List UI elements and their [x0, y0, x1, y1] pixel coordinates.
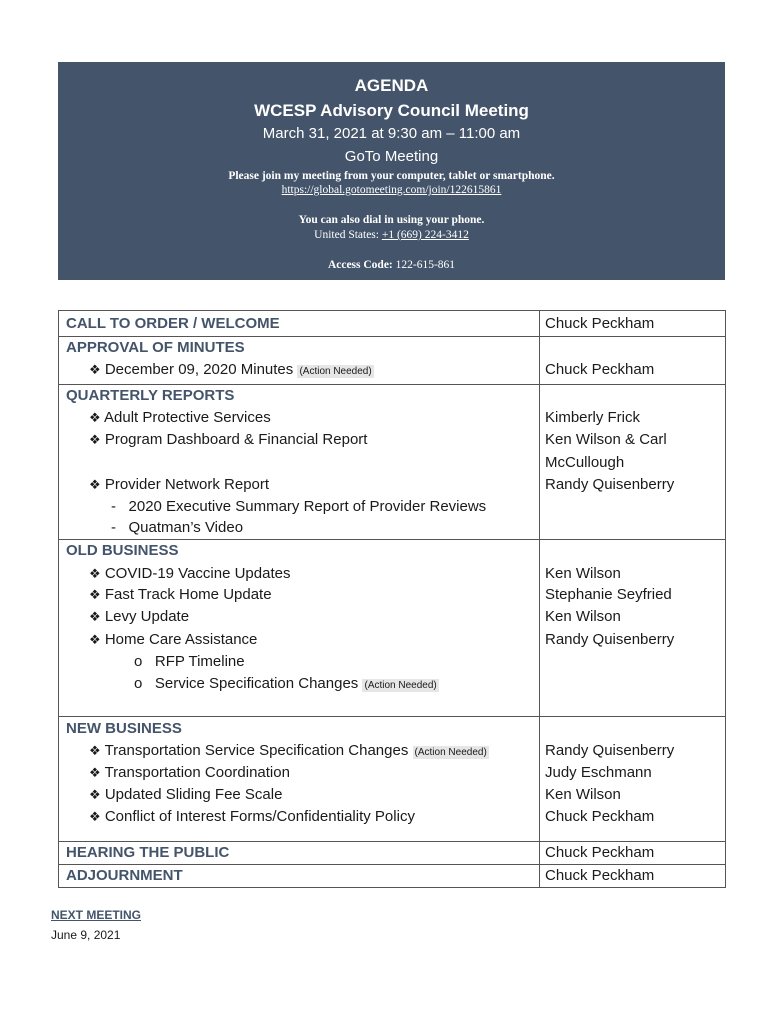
presenter-name: Ken Wilson & Carl: [545, 431, 667, 448]
item-label: COVID-19 Vaccine Updates: [104, 565, 291, 582]
presenter-name: Ken Wilson: [545, 565, 621, 582]
agenda-item: [89, 742, 489, 762]
row-divider: [59, 384, 725, 385]
diamond-bullet-icon: ❖: [89, 566, 101, 581]
item-label: 2020 Executive Summary Report of Provider Reviews: [128, 498, 487, 515]
item-label: Home Care Assistance: [104, 631, 258, 648]
presenter-name: Chuck Peckham: [545, 844, 655, 861]
dash-bullet-icon: -: [111, 519, 116, 536]
diamond-bullet-icon: ❖: [89, 632, 101, 647]
call-to-order-heading: CALL TO ORDER / WELCOME: [66, 315, 280, 332]
presenter-name: Randy Quisenberry: [545, 631, 675, 648]
diamond-bullet-icon: ❖: [89, 410, 101, 425]
dial-line: [58, 229, 725, 241]
diamond-bullet-icon: ❖: [89, 765, 101, 780]
presenter-name: Chuck Peckham: [545, 867, 655, 884]
row-divider: [59, 841, 725, 842]
item-label: Fast Track Home Update: [104, 586, 272, 603]
item-label: Service Specification Changes: [154, 675, 359, 692]
diamond-bullet-icon: ❖: [89, 787, 101, 802]
presenter-name: Stephanie Seyfried: [545, 586, 672, 603]
agenda-item: [89, 764, 290, 782]
quarterly-heading: QUARTERLY REPORTS: [66, 387, 235, 404]
sub-item: [134, 675, 439, 695]
diamond-bullet-icon: ❖: [89, 809, 101, 824]
diamond-bullet-icon: ❖: [89, 432, 101, 447]
item-label: Adult Protective Services: [104, 409, 271, 426]
agenda-title: AGENDA: [354, 76, 429, 95]
action-needed-tag: (Action Needed): [364, 680, 437, 691]
agenda-item: [89, 361, 374, 381]
agenda-item: [89, 608, 189, 626]
item-label: RFP Timeline: [154, 653, 245, 670]
column-divider: [539, 311, 540, 887]
next-meeting-date: June 9, 2021: [51, 928, 121, 942]
access-code: 122-615-861: [395, 259, 456, 271]
meeting-date: March 31, 2021 at 9:30 am – 11:00 am: [262, 125, 521, 142]
item-label: Transportation Coordination: [104, 764, 290, 781]
approval-heading: APPROVAL OF MINUTES: [66, 339, 245, 356]
sub-item: [134, 653, 245, 671]
item-label: Transportation Service Specification Changes: [104, 742, 409, 759]
meeting-name: WCESP Advisory Council Meeting: [254, 101, 529, 120]
presenter-name: Randy Quisenberry: [545, 476, 675, 493]
presenter-name: Chuck Peckham: [545, 315, 655, 332]
access-code-label: Access Code:: [327, 259, 396, 271]
row-divider: [59, 539, 725, 540]
next-meeting-label: NEXT MEETING: [51, 908, 142, 922]
agenda-item: [89, 476, 269, 494]
agenda-item: [89, 409, 271, 427]
agenda-table: [58, 310, 726, 888]
action-needed-tag: (Action Needed): [299, 366, 372, 377]
circle-bullet-icon: o: [134, 653, 143, 670]
presenter-name: Kimberly Frick: [545, 409, 641, 426]
sub-item: [111, 519, 243, 537]
row-divider: [59, 716, 725, 717]
meeting-platform: GoTo Meeting: [344, 148, 439, 165]
action-needed-tag: (Action Needed): [414, 747, 487, 758]
diamond-bullet-icon: ❖: [89, 477, 101, 492]
item-label: Conflict of Interest Forms/Confidentiality Policy: [104, 808, 415, 825]
dial-country: United States:: [314, 229, 382, 241]
presenter-name: Randy Quisenberry: [545, 742, 675, 759]
presenter-name: Ken Wilson: [545, 608, 621, 625]
agenda-item: [89, 786, 282, 804]
circle-bullet-icon: o: [134, 675, 143, 692]
access-code-line: [58, 259, 725, 271]
diamond-bullet-icon: ❖: [89, 743, 101, 758]
presenter-name: McCullough: [545, 454, 625, 471]
agenda-header: [58, 62, 725, 280]
hearing-heading: HEARING THE PUBLIC: [66, 844, 230, 861]
agenda-item: [89, 586, 272, 604]
row-divider: [59, 336, 725, 337]
presenter-name: Chuck Peckham: [545, 808, 655, 825]
item-label: Updated Sliding Fee Scale: [104, 786, 283, 803]
presenter-name: Chuck Peckham: [545, 361, 655, 378]
row-divider: [59, 864, 725, 865]
new-business-heading: NEW BUSINESS: [66, 720, 182, 737]
item-label: Program Dashboard & Financial Report: [104, 431, 368, 448]
diamond-bullet-icon: ❖: [89, 362, 101, 377]
agenda-item: [89, 808, 415, 826]
dial-phone-link[interactable]: +1 (669) 224-3412: [381, 229, 469, 241]
agenda-item: [89, 431, 367, 449]
diamond-bullet-icon: ❖: [89, 609, 101, 624]
diamond-bullet-icon: ❖: [89, 587, 101, 602]
dash-bullet-icon: -: [111, 498, 116, 515]
sub-item: [111, 498, 486, 516]
presenter-name: Ken Wilson: [545, 786, 621, 803]
old-business-heading: OLD BUSINESS: [66, 542, 179, 559]
item-label: Levy Update: [104, 608, 190, 625]
agenda-item: [89, 565, 290, 583]
join-instructions: Please join my meeting from your computer, tablet or smartphone.: [228, 170, 555, 182]
join-link[interactable]: https://global.gotomeeting.com/join/122615861: [281, 184, 502, 196]
item-label: December 09, 2020 Minutes: [104, 361, 294, 378]
presenter-name: Judy Eschmann: [545, 764, 652, 781]
item-label: Provider Network Report: [104, 476, 270, 493]
item-label: Quatman’s Video: [128, 519, 244, 536]
dial-instructions: You can also dial in using your phone.: [298, 214, 485, 226]
adjournment-heading: ADJOURNMENT: [66, 867, 183, 884]
agenda-item: [89, 631, 257, 649]
